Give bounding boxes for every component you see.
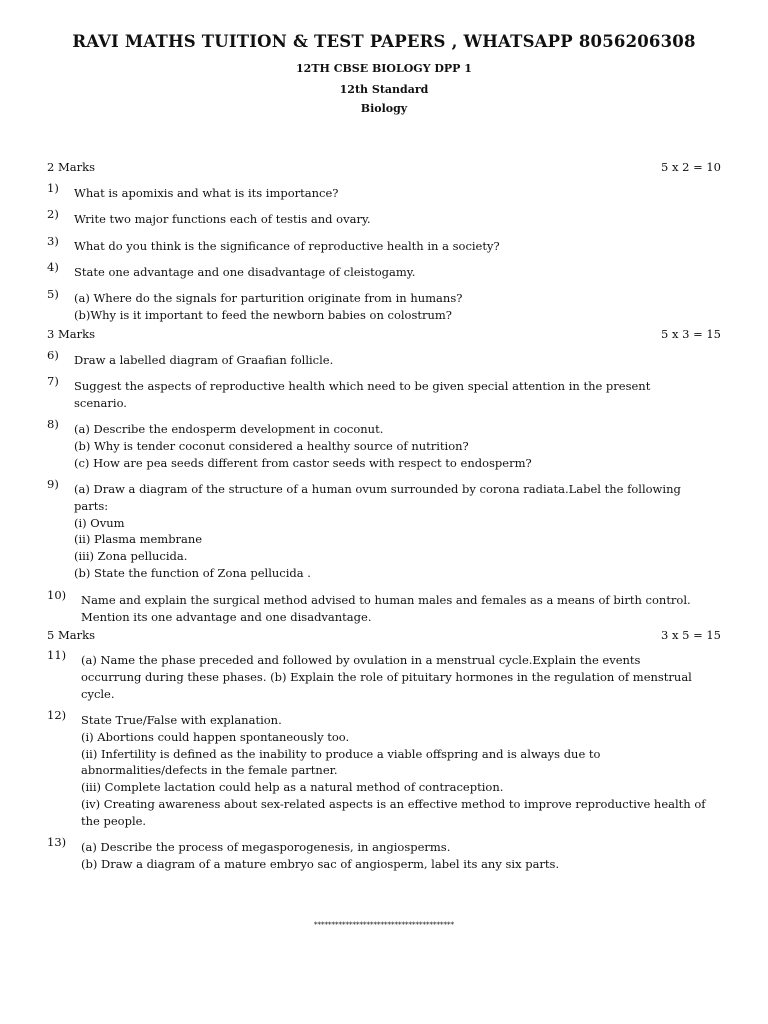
question-text: What is apomixis and what is its importance? [74,186,339,200]
subject-label: Biology [360,102,408,115]
section-label-3-marks: 3 Marks [47,327,95,341]
section-label-5-marks: 5 Marks [47,628,95,642]
question-text: Name and explain the surgical method advised to human males and females as a means of birth control. Mention its one advantage and one disadvantage. [81,593,691,624]
question-text: (a) Describe the endosperm development in coconut. (b) Why is tender coconut considered a healthy source of nutrition? (c) How are pea seeds different from castor seeds with respect to endosperm? [74,422,532,470]
section-marks-5-marks: 3 x 5 = 15 [660,628,721,642]
question-number: 10) [47,588,67,602]
question-text: (a) Where do the signals for parturition originate from in humans? (b)Why is it important to feed the newborn babies on colostrum? [74,291,463,322]
question-number: 8) [47,417,59,431]
question-text: (a) Draw a diagram of the structure of a human ovum surrounded by corona radiata.Label the following parts: (i) Ovum (ii) Plasma membrane (iii) Zona pellucida. (b) State the function of Zona pellucida . [74,482,681,580]
question-number: 4) [47,260,59,274]
question-number: 7) [47,374,59,388]
question-text: State one advantage and one disadvantage of cleistogamy. [74,265,416,279]
page-title: RAVI MATHS TUITION & TEST PAPERS , WHATSAPP 8056206308 [72,32,696,51]
section-marks-2-marks: 5 x 2 = 10 [660,160,721,174]
question-text: Draw a labelled diagram of Graafian follicle. [74,353,334,367]
paper-subtitle: 12TH CBSE BIOLOGY DPP 1 [296,62,472,75]
question-number: 3) [47,234,59,248]
question-number: 13) [47,835,67,849]
question-number: 6) [47,348,59,362]
question-number: 11) [47,648,67,662]
question-number: 9) [47,477,59,491]
question-number: 12) [47,708,67,722]
question-text: Suggest the aspects of reproductive health which need to be given special attention in the present scenario. [74,379,651,410]
question-number: 5) [47,287,59,301]
section-marks-3-marks: 5 x 3 = 15 [660,327,721,341]
section-label-2-marks: 2 Marks [47,160,95,174]
question-text: What do you think is the significance of reproductive health in a society? [74,239,500,253]
question-text: State True/False with explanation. (i) Abortions could happen spontaneously too. (ii) Infertility is defined as the inability to produce a viable offspring and is always due to abnormalities/defects in the female partner. (iii) Complete lactation could help as a natural method of contraception. (iv) Creating awareness about sex-related aspects is an effective method to improve reproductive health of the people. [81,713,706,828]
end-of-paper-divider: **************************************** [314,921,454,929]
question-number: 2) [47,207,59,221]
question-text: Write two major functions each of testis and ovary. [74,212,371,226]
question-text: (a) Name the phase preceded and followed by ovulation in a menstrual cycle.Explain the events occurrung during these phases. (b) Explain the role of pituitary hormones in the regulation of menstrual cycle. [81,653,692,701]
question-number: 1) [47,181,59,195]
question-text: (a) Describe the process of megasporogenesis, in angiosperms. (b) Draw a diagram of a mature embryo sac of angiosperm, label its any six parts. [81,840,560,871]
standard-label: 12th Standard [339,83,429,96]
